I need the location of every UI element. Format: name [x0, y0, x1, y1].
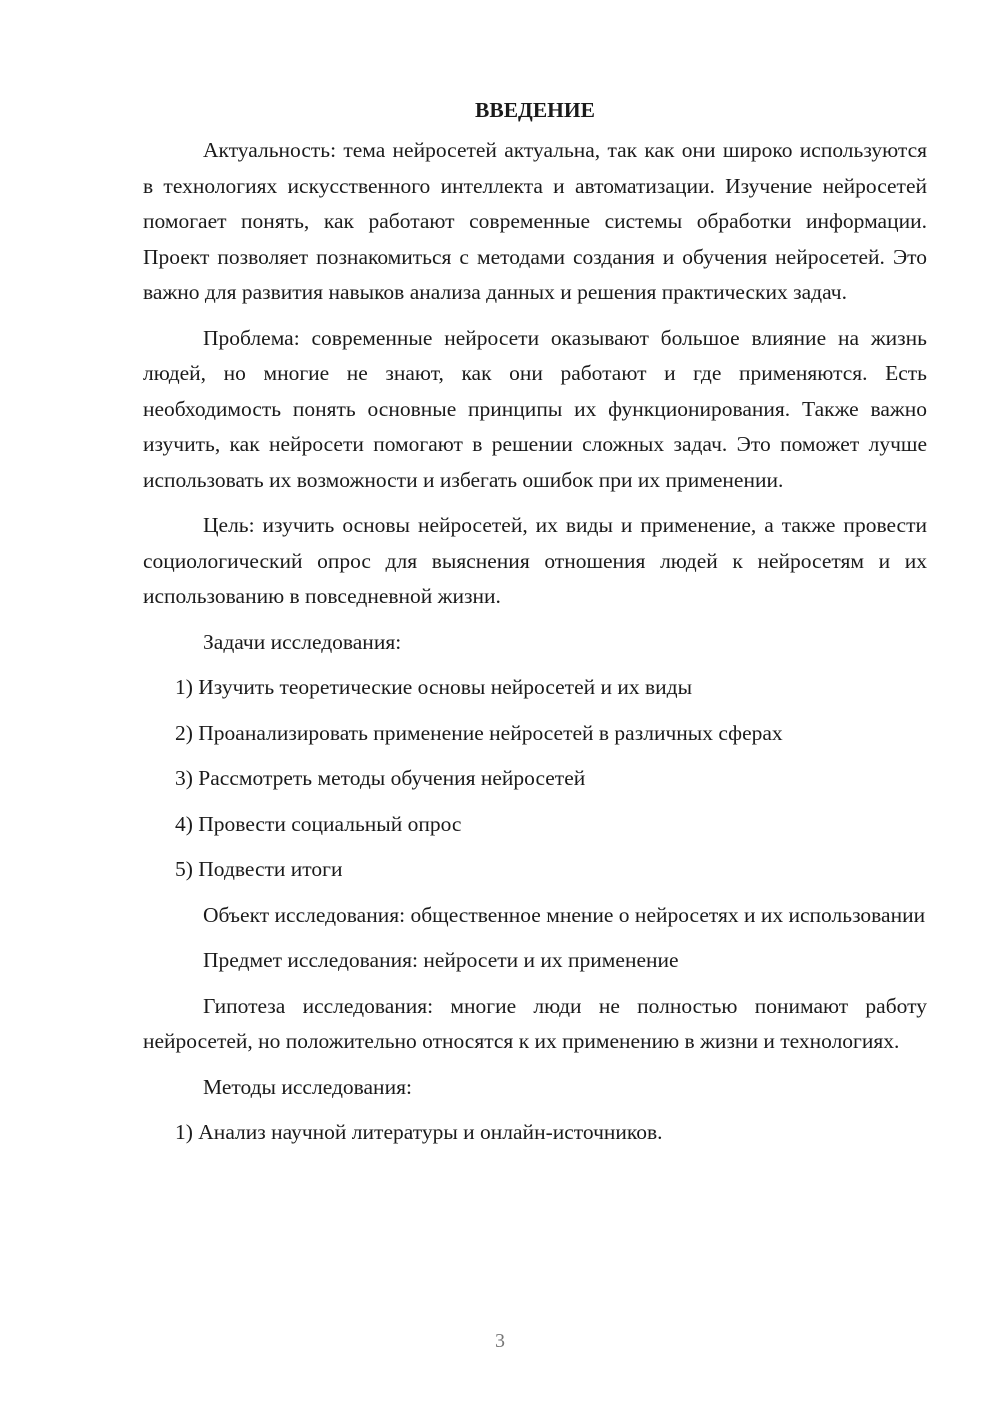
tasks-list [143, 670, 927, 888]
page-number: 3 [495, 1330, 505, 1352]
problem-paragraph: Проблема: современные нейросети оказывают большое влияние на жизнь людей, но многие не знают, как они работают и где применяются. Есть необходимость понять основные принципы их функционирования. Также важно изучить, как нейросети помогают в решении сложных задач. Это поможет лучше использовать их возможности и избегать ошибок при их применении. [143, 325, 927, 492]
relevance-paragraph: Актуальность: тема нейросетей актуальна, так как они широко используются в технологиях искусственного интеллекта и автоматизации. Изучение нейросетей помогает понять, как работают современные системы обработки информации. Проект позволяет познакомиться с методами создания и обучения нейросетей. Это важно для развития навыков анализа данных и решения практических задач. [143, 138, 927, 304]
methods-list [143, 1115, 927, 1151]
list-item: 5) Подвести итоги [175, 857, 343, 881]
subject-paragraph: Предмет исследования: нейросети и их применение [203, 948, 679, 972]
list-item: 1) Изучить теоретические основы нейросетей и их виды [175, 675, 693, 699]
list-item: 3) Рассмотреть методы обучения нейросетей [175, 766, 586, 790]
list-item: 2) Проанализировать применение нейросетей в различных сферах [175, 720, 783, 745]
hypothesis-paragraph: Гипотеза исследования: многие люди не полностью понимают работу нейросетей, но положительно относятся к их применению в жизни и технологиях. [143, 993, 927, 1053]
list-item: 4) Провести социальный опрос [175, 811, 462, 836]
tasks-title: Задачи исследования: [203, 629, 402, 654]
section-heading: ВВЕДЕНИЕ [475, 98, 595, 122]
methods-title: Методы исследования: [203, 1074, 412, 1099]
document-page [143, 93, 927, 1161]
object-paragraph: Объект исследования: общественное мнение о нейросетях и их использовании [203, 902, 926, 927]
list-item: 1) Анализ научной литературы и онлайн-источников. [175, 1120, 663, 1144]
goal-paragraph: Цель: изучить основы нейросетей, их виды и применение, а также провести социологический опрос для выяснения отношения людей к нейросетям и их использованию в повседневной жизни. [143, 513, 927, 608]
